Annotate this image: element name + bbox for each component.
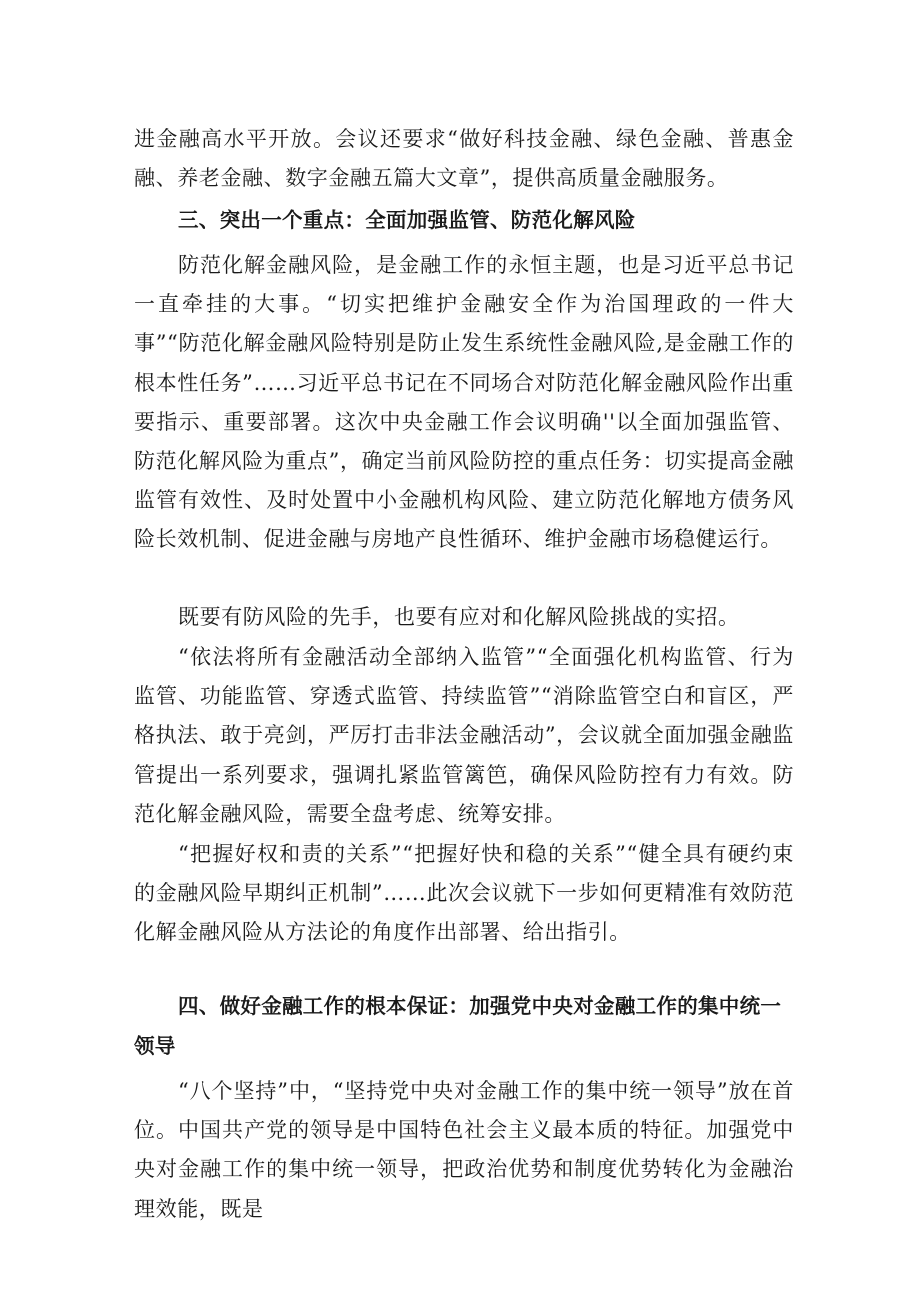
section-heading-4: 四、做好金融工作的根本保证：加强党中央对金融工作的集中统一领导 <box>134 994 782 1058</box>
paragraph-risk-theme: 防范化解金融风险，是金融工作的永恒主题，也是习近平总书记一直牵挂的大事。“切实把维护金融安全作为治国理政的一件大事”“防范化解金融风险特别是防止发生系统性金融风险,是金融工作的根本性任务”……习近平总书记在不同场合对防范化解金融风险作出重要指示、重要部署。这次中央金融工作会议明确''以全面加强监管、防范化解风险为重点”，确定当前风险防控的重点任务：切实提高金融监管有效性、及时处置中小金融机构风险、建立防范化解地方债务风险长效机制、促进金融与房地产良性循环、维护金融市场稳健运行。 <box>134 253 794 552</box>
paragraph-supervision: “依法将所有金融活动全部纳入监管”“全面强化机构监管、行为监管、功能监管、穿透式监管、持续监管”“消除监管空白和盲区，严格执法、敢于亮剑，严厉打击非法金融活动”，会议就全面加强金融监管提出一系列要求，强调扎紧监管篱笆，确保风险防控有力有效。防范化解金融风险，需要全盘考虑、统筹安排。 <box>134 645 794 826</box>
paragraph-continuation: 进金融高水平开放。会议还要求“做好科技金融、绿色金融、普惠金融、养老金融、数字金融五篇大文章”，提供高质量金融服务。 <box>134 127 794 191</box>
paragraph-prevent-risk: 既要有防风险的先手，也要有应对和化解风险挑战的实招。 <box>178 605 740 629</box>
paragraph-methodology: “把握好权和责的关系”“把握好快和稳的关系”“健全具有硬约束的金融风险早期纠正机制”……此次会议就下一步如何更精准有效防范化解金融风险从方法论的角度作出部署、给出指引。 <box>134 842 794 945</box>
paragraph-party-leadership: “八个坚持”中，“坚持党中央对金融工作的集中统一领导”放在首位。中国共产党的领导是中国特色社会主义最本质的特征。加强党中央对金融工作的集中统一领导，把政治优势和制度优势转化为金融治理效能，既是 <box>134 1079 794 1221</box>
section-heading-3: 三、突出一个重点：全面加强监管、防范化解风险 <box>178 208 636 232</box>
